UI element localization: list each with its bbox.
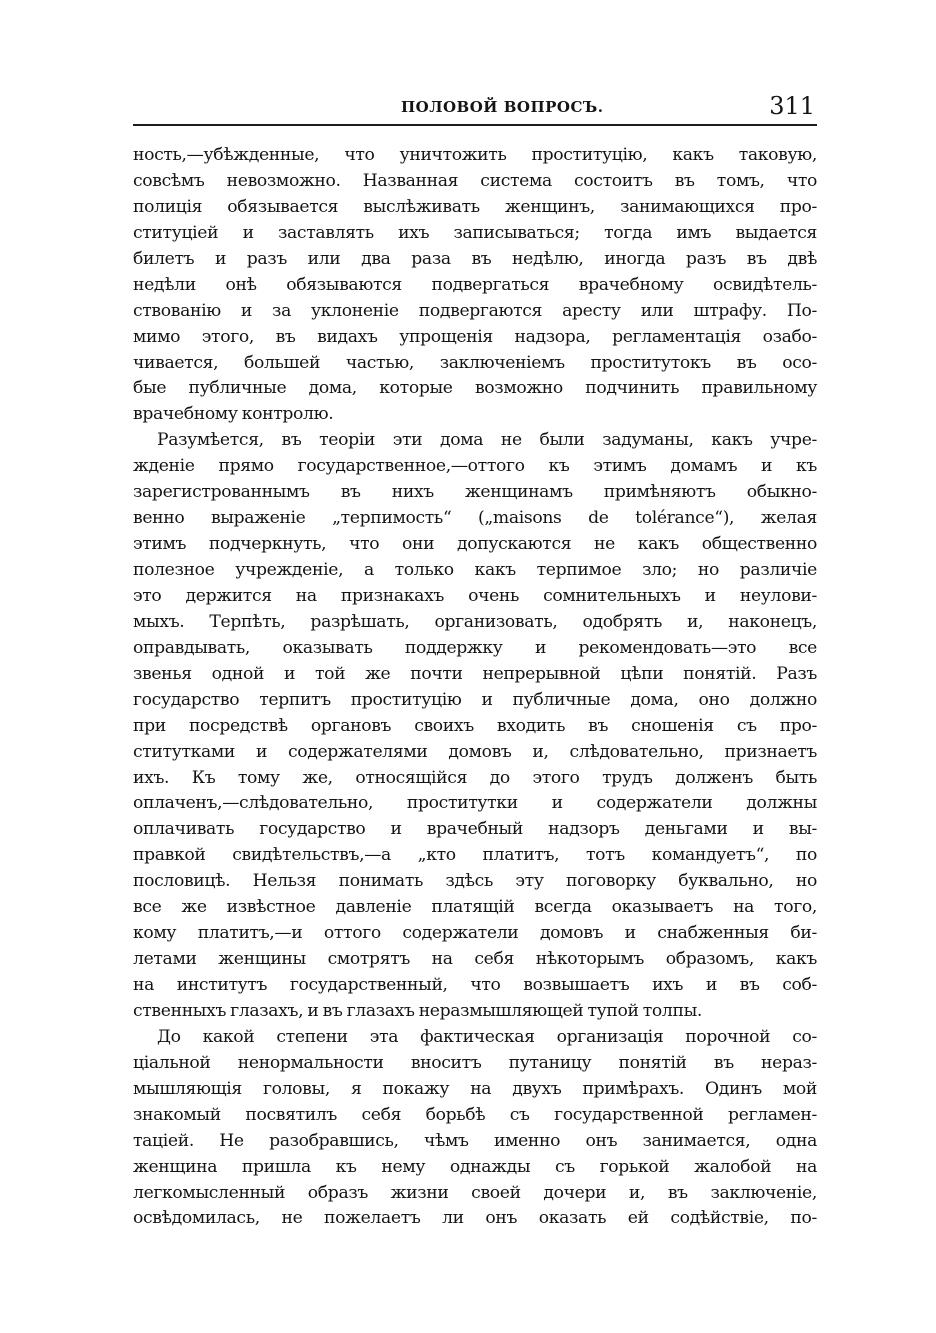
body-text: [133, 143, 817, 1232]
text-line: До какой степени эта фактическая организація порочной со-: [157, 1026, 817, 1047]
text-line: освѣдомилась, не пожелаетъ ли онъ оказать ей содѣйствіе, по-: [133, 1208, 817, 1229]
page-header: [133, 90, 817, 126]
text-line: этимъ подчеркнуть, что они допускаются не какъ общественно: [133, 534, 817, 555]
text-line: при посредствѣ органовъ своихъ входить въ сношенія съ про-: [133, 715, 817, 736]
text-line: знакомый посвятилъ себя борьбѣ съ государственной регламен-: [133, 1104, 817, 1125]
text-line: мимо этого, въ видахъ упрощенія надзора, регламентація озабо-: [133, 326, 817, 347]
text-line: недѣли онѣ обязываются подвергаться врачебному освидѣтель-: [133, 274, 817, 295]
text-line: оправдывать, оказывать поддержку и рекомендовать—это все: [133, 637, 817, 658]
text-line: оплачивать государство и врачебный надзоръ деньгами и вы-: [133, 819, 817, 840]
header-rule: [133, 124, 817, 126]
text-line: венно выраженіе „терпимость“ („maisons de tolérance“), желая: [133, 508, 817, 529]
text-line: ность,—убѣжденные, что уничтожить проституцію, какъ таковую,: [133, 145, 817, 165]
text-line: пословицѣ. Нельзя понимать здѣсь эту поговорку буквально, но: [133, 871, 817, 892]
text-line: легкомысленный образъ жизни своей дочери и, въ заключеніе,: [133, 1182, 817, 1203]
text-line: ствованію и за уклоненіе подвергаются аресту или штрафу. По-: [133, 300, 817, 321]
text-line: совсѣмъ невозможно. Названная система состоитъ въ томъ, что: [133, 170, 817, 191]
text-line: мышляющія головы, я покажу на двухъ примѣрахъ. Одинъ мой: [133, 1078, 817, 1099]
text-line: на институтъ государственный, что возвышаетъ ихъ и въ соб-: [133, 975, 817, 995]
text-line: мыхъ. Терпѣть, разрѣшать, организовать, одобрять и, наконецъ,: [133, 611, 817, 632]
text-line: ціальной ненормальности вноситъ путаницу понятій въ нераз-: [133, 1052, 817, 1073]
text-line: жденіе прямо государственное,—оттого къ этимъ домамъ и къ: [133, 456, 817, 477]
text-line: чивается, большей частью, заключеніемъ проститутокъ въ осо-: [133, 352, 817, 373]
text-line: оплаченъ,—слѣдовательно, проститутки и содержатели должны: [133, 793, 817, 814]
text-line: звенья одной и той же почти непрерывной цѣпи понятій. Разъ: [133, 663, 817, 684]
text-line: врачебному контролю.: [133, 404, 334, 425]
text-line: билетъ и разъ или два раза въ недѣлю, иногда разъ въ двѣ: [133, 248, 817, 269]
text-line: кому платитъ,—и оттого содержатели домовъ и снабженныя би-: [133, 923, 817, 944]
text-line: ституціей и заставлять ихъ записываться; тогда имъ выдается: [133, 222, 817, 243]
text-line: полезное учрежденіе, а только какъ терпимое зло; но различіе: [133, 560, 817, 580]
running-title: ПОЛОВОЙ ВОПРОСЪ.: [401, 98, 604, 116]
text-line: ихъ. Къ тому же, относящійся до этого трудъ долженъ быть: [133, 767, 817, 788]
text-line: государство терпитъ проституцію и публичные дома, оно должно: [133, 689, 817, 710]
text-line: летами женщины смотрятъ на себя нѣкоторымъ образомъ, какъ: [133, 949, 817, 970]
text-line: таціей. Не разобравшись, чѣмъ именно онъ занимается, одна: [133, 1130, 817, 1151]
text-line: все же извѣстное давленіе платящій всегда оказываетъ на того,: [133, 897, 817, 918]
text-line: полиція обязывается выслѣживать женщинъ, занимающихся про-: [133, 196, 817, 217]
text-line: женщина пришла къ нему однажды съ горькой жалобой на: [133, 1156, 817, 1177]
text-line: ственныхъ глазахъ, и въ глазахъ неразмышляющей тупой толпы.: [133, 1000, 703, 1021]
page-number: 311: [769, 92, 815, 120]
text-line: Разумѣется, въ теоріи эти дома не были задуманы, какъ учре-: [157, 430, 817, 451]
text-line: ститутками и содержателями домовъ и, слѣдовательно, признаетъ: [133, 741, 817, 762]
text-line: зарегистрованнымъ въ нихъ женщинамъ примѣняютъ обыкно-: [133, 482, 817, 503]
text-line: правкой свидѣтельствъ,—а „кто платитъ, тотъ командуетъ“, по: [133, 845, 817, 866]
text-line: это держится на признакахъ очень сомнительныхъ и неулови-: [133, 585, 817, 606]
text-line: бые публичные дома, которые возможно подчинить правильному: [133, 378, 817, 399]
